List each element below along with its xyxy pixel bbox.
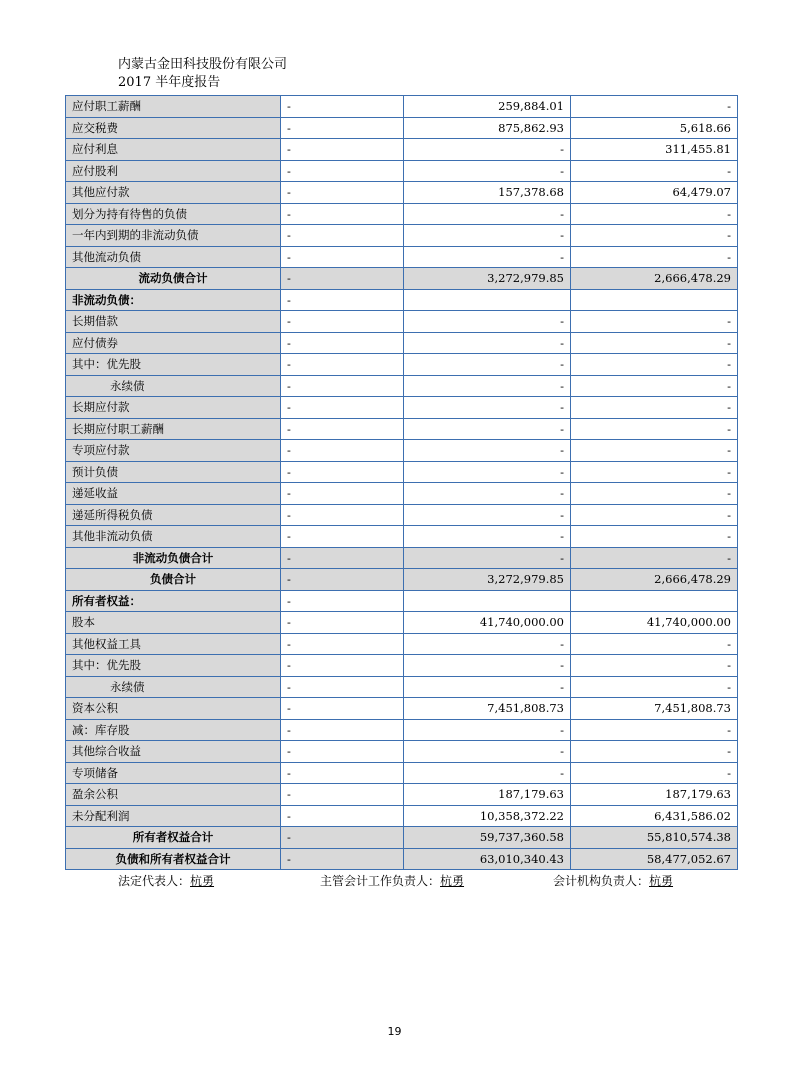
row-current-value: - — [404, 762, 571, 784]
page-number: 19 — [387, 1025, 402, 1038]
legal-rep-name: 杭勇 — [190, 874, 215, 888]
row-label: 专项应付款 — [66, 440, 281, 462]
table-row — [66, 655, 738, 677]
table-row — [66, 676, 738, 698]
row-current-value: - — [404, 160, 571, 182]
row-prior-value: - — [571, 246, 738, 268]
balance-sheet-body — [66, 96, 738, 870]
table-row — [66, 268, 738, 290]
table-row — [66, 526, 738, 548]
row-label: 资本公积 — [66, 698, 281, 720]
table-row — [66, 762, 738, 784]
row-note: - — [281, 182, 404, 204]
row-note: - — [281, 827, 404, 849]
row-note: - — [281, 354, 404, 376]
row-prior-value: - — [571, 311, 738, 333]
row-note: - — [281, 633, 404, 655]
row-prior-value: - — [571, 483, 738, 505]
row-prior-value: - — [571, 741, 738, 763]
row-label: 其他权益工具 — [66, 633, 281, 655]
row-label: 非流动负债： — [66, 289, 281, 311]
row-note: - — [281, 203, 404, 225]
row-label: 所有者权益合计 — [66, 827, 281, 849]
table-row — [66, 440, 738, 462]
row-prior-value: - — [571, 354, 738, 376]
row-note: - — [281, 440, 404, 462]
row-current-value: - — [404, 526, 571, 548]
table-row — [66, 375, 738, 397]
row-prior-value: 2,666,478.29 — [571, 268, 738, 290]
row-note: - — [281, 590, 404, 612]
row-label: 其他综合收益 — [66, 741, 281, 763]
row-current-value: - — [404, 655, 571, 677]
row-note: - — [281, 741, 404, 763]
row-current-value: - — [404, 354, 571, 376]
row-label: 应付债券 — [66, 332, 281, 354]
table-row — [66, 805, 738, 827]
row-current-value: - — [404, 225, 571, 247]
row-current-value: 63,010,340.43 — [404, 848, 571, 870]
row-label: 其中：优先股 — [66, 354, 281, 376]
row-label: 应交税费 — [66, 117, 281, 139]
row-prior-value: - — [571, 332, 738, 354]
table-row — [66, 289, 738, 311]
row-current-value: - — [404, 203, 571, 225]
row-prior-value: - — [571, 526, 738, 548]
row-label: 负债和所有者权益合计 — [66, 848, 281, 870]
row-label: 未分配利润 — [66, 805, 281, 827]
row-prior-value: - — [571, 440, 738, 462]
row-prior-value: - — [571, 96, 738, 118]
row-label: 其中：优先股 — [66, 655, 281, 677]
row-prior-value: 2,666,478.29 — [571, 569, 738, 591]
row-label: 长期借款 — [66, 311, 281, 333]
row-prior-value: 41,740,000.00 — [571, 612, 738, 634]
row-note: - — [281, 504, 404, 526]
row-label: 长期应付职工薪酬 — [66, 418, 281, 440]
row-note: - — [281, 848, 404, 870]
row-note: - — [281, 784, 404, 806]
row-note: - — [281, 397, 404, 419]
table-row — [66, 504, 738, 526]
row-current-value: - — [404, 332, 571, 354]
row-label: 永续债 — [66, 676, 281, 698]
row-note: - — [281, 719, 404, 741]
row-note: - — [281, 375, 404, 397]
row-current-value: - — [404, 440, 571, 462]
row-prior-value: - — [571, 547, 738, 569]
row-label: 专项储备 — [66, 762, 281, 784]
row-label: 应付职工薪酬 — [66, 96, 281, 118]
row-note: - — [281, 225, 404, 247]
table-row — [66, 827, 738, 849]
row-prior-value: - — [571, 225, 738, 247]
row-current-value: 259,884.01 — [404, 96, 571, 118]
row-note: - — [281, 569, 404, 591]
row-current-value: 157,378.68 — [404, 182, 571, 204]
row-current-value — [404, 289, 571, 311]
row-label: 一年内到期的非流动负债 — [66, 225, 281, 247]
row-label: 股本 — [66, 612, 281, 634]
row-note: - — [281, 655, 404, 677]
row-current-value: - — [404, 461, 571, 483]
row-prior-value: - — [571, 719, 738, 741]
row-prior-value: - — [571, 418, 738, 440]
table-row — [66, 332, 738, 354]
accounting-org-label: 会计机构负责人： — [553, 874, 650, 888]
row-current-value: 10,358,372.22 — [404, 805, 571, 827]
row-prior-value: 187,179.63 — [571, 784, 738, 806]
row-note: - — [281, 676, 404, 698]
table-row — [66, 96, 738, 118]
table-row — [66, 569, 738, 591]
row-current-value: - — [404, 418, 571, 440]
row-current-value: - — [404, 741, 571, 763]
table-row — [66, 203, 738, 225]
table-row — [66, 225, 738, 247]
report-title: 2017 半年度报告 — [118, 75, 221, 90]
row-note: - — [281, 160, 404, 182]
company-name: 内蒙古金田科技股份有限公司 — [118, 57, 288, 72]
row-note: - — [281, 96, 404, 118]
row-note: - — [281, 332, 404, 354]
table-row — [66, 547, 738, 569]
row-label: 所有者权益： — [66, 590, 281, 612]
table-row — [66, 461, 738, 483]
row-prior-value: - — [571, 762, 738, 784]
row-note: - — [281, 698, 404, 720]
row-prior-value: - — [571, 375, 738, 397]
row-label: 应付利息 — [66, 139, 281, 161]
table-row — [66, 397, 738, 419]
table-row — [66, 698, 738, 720]
row-note: - — [281, 461, 404, 483]
row-note: - — [281, 246, 404, 268]
row-label: 减：库存股 — [66, 719, 281, 741]
row-label: 其他应付款 — [66, 182, 281, 204]
row-prior-value: 55,810,574.38 — [571, 827, 738, 849]
row-label: 非流动负债合计 — [66, 547, 281, 569]
row-label: 长期应付款 — [66, 397, 281, 419]
row-prior-value: - — [571, 504, 738, 526]
row-current-value: 41,740,000.00 — [404, 612, 571, 634]
table-row — [66, 784, 738, 806]
row-current-value: - — [404, 504, 571, 526]
row-note: - — [281, 117, 404, 139]
row-current-value: - — [404, 676, 571, 698]
row-note: - — [281, 547, 404, 569]
table-row — [66, 741, 738, 763]
row-prior-value: 64,479.07 — [571, 182, 738, 204]
table-row — [66, 590, 738, 612]
row-prior-value: - — [571, 203, 738, 225]
table-row — [66, 246, 738, 268]
row-prior-value — [571, 590, 738, 612]
row-current-value: - — [404, 375, 571, 397]
table-row — [66, 848, 738, 870]
row-label: 递延收益 — [66, 483, 281, 505]
row-note: - — [281, 526, 404, 548]
table-row — [66, 311, 738, 333]
table-row — [66, 182, 738, 204]
row-note: - — [281, 483, 404, 505]
row-prior-value — [571, 289, 738, 311]
accounting-org-head — [553, 872, 673, 889]
row-prior-value: - — [571, 633, 738, 655]
row-current-value: - — [404, 311, 571, 333]
row-prior-value: - — [571, 397, 738, 419]
row-current-value — [404, 590, 571, 612]
row-label: 其他流动负债 — [66, 246, 281, 268]
legal-rep-label: 法定代表人： — [118, 874, 191, 888]
row-label: 应付股利 — [66, 160, 281, 182]
table-row — [66, 139, 738, 161]
row-prior-value: 6,431,586.02 — [571, 805, 738, 827]
row-prior-value: 5,618.66 — [571, 117, 738, 139]
row-current-value: 875,862.93 — [404, 117, 571, 139]
row-note: - — [281, 268, 404, 290]
row-current-value: 3,272,979.85 — [404, 569, 571, 591]
row-label: 负债合计 — [66, 569, 281, 591]
row-note: - — [281, 762, 404, 784]
row-label: 流动负债合计 — [66, 268, 281, 290]
row-current-value: - — [404, 397, 571, 419]
row-current-value: - — [404, 547, 571, 569]
row-label: 盈余公积 — [66, 784, 281, 806]
row-note: - — [281, 139, 404, 161]
row-current-value: - — [404, 719, 571, 741]
table-row — [66, 354, 738, 376]
row-current-value: - — [404, 139, 571, 161]
row-current-value: 187,179.63 — [404, 784, 571, 806]
row-label: 划分为持有待售的负债 — [66, 203, 281, 225]
row-current-value: - — [404, 633, 571, 655]
table-row — [66, 160, 738, 182]
row-note: - — [281, 289, 404, 311]
row-current-value: 59,737,360.58 — [404, 827, 571, 849]
balance-sheet-table — [65, 95, 738, 870]
row-label: 递延所得税负债 — [66, 504, 281, 526]
row-note: - — [281, 612, 404, 634]
row-current-value: 3,272,979.85 — [404, 268, 571, 290]
table-row — [66, 719, 738, 741]
legal-representative — [118, 872, 214, 889]
document-header — [118, 56, 287, 92]
row-note: - — [281, 418, 404, 440]
accounting-head — [320, 872, 464, 889]
row-prior-value: 311,455.81 — [571, 139, 738, 161]
row-prior-value: 7,451,808.73 — [571, 698, 738, 720]
row-label: 永续债 — [66, 375, 281, 397]
row-note: - — [281, 805, 404, 827]
row-prior-value: 58,477,052.67 — [571, 848, 738, 870]
row-label: 其他非流动负债 — [66, 526, 281, 548]
row-prior-value: - — [571, 461, 738, 483]
row-prior-value: - — [571, 676, 738, 698]
table-row — [66, 418, 738, 440]
accounting-org-name: 杭勇 — [649, 874, 674, 888]
row-note: - — [281, 311, 404, 333]
accounting-head-name: 杭勇 — [440, 874, 465, 888]
row-current-value: 7,451,808.73 — [404, 698, 571, 720]
accounting-head-label: 主管会计工作负责人： — [320, 874, 441, 888]
row-label: 预计负债 — [66, 461, 281, 483]
table-row — [66, 612, 738, 634]
row-current-value: - — [404, 246, 571, 268]
row-prior-value: - — [571, 655, 738, 677]
table-row — [66, 633, 738, 655]
row-current-value: - — [404, 483, 571, 505]
table-row — [66, 117, 738, 139]
table-row — [66, 483, 738, 505]
row-prior-value: - — [571, 160, 738, 182]
